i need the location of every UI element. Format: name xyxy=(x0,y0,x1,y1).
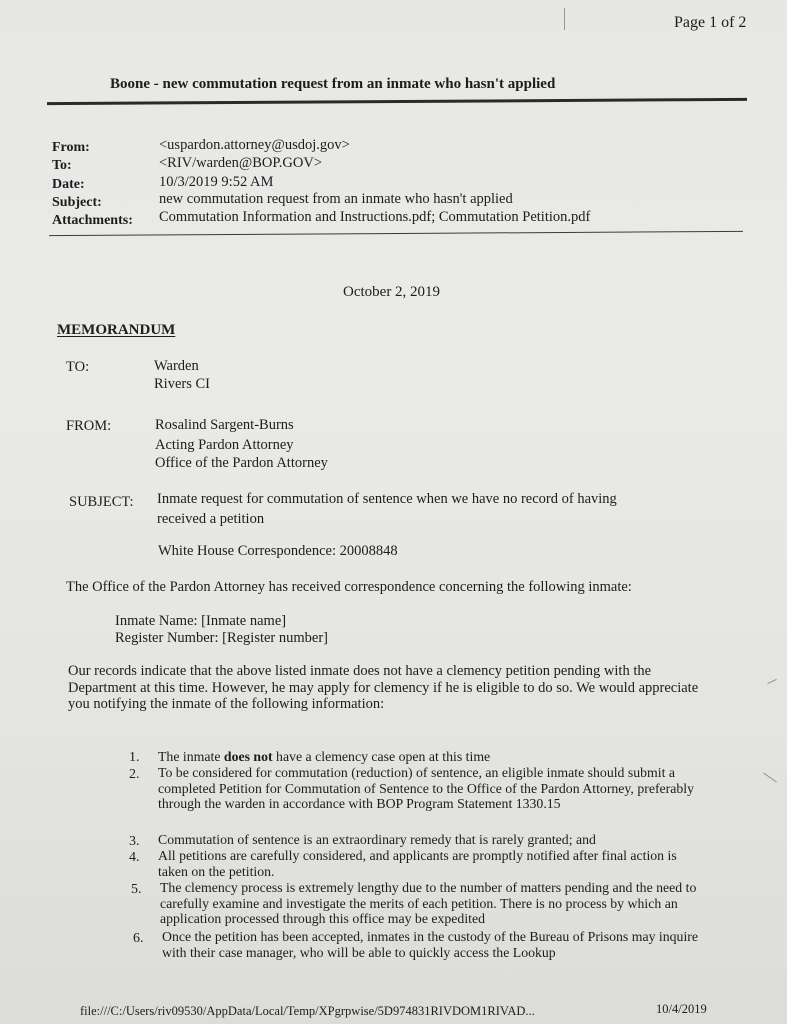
header-divider xyxy=(47,98,747,105)
page-number: Page 1 of 2 xyxy=(674,14,747,31)
memo-subject-line1: Inmate request for commutation of sentence when we have no record of having xyxy=(157,491,617,507)
footer-date: 10/4/2019 xyxy=(656,1002,707,1016)
list-item-2: To be considered for commutation (reduction) of sentence, an eligible inmate should submit a completed Petition for Commutation of Sentence to the Office of the Pardon Attorney, preferably through the warden in accordance with BOP Program Statement 1330.15 xyxy=(158,765,695,812)
date-label: Date: xyxy=(52,177,85,192)
memo-subject-line2: received a petition xyxy=(157,511,265,527)
subject-value: new commutation request from an inmate who hasn't applied xyxy=(159,191,513,207)
pen-mark xyxy=(564,8,565,30)
attachments-value: Commutation Information and Instructions.pdf; Commutation Petition.pdf xyxy=(159,209,591,225)
memo-to-label: TO: xyxy=(66,359,90,375)
from-value: <uspardon.attorney@usdoj.gov> xyxy=(159,137,350,153)
intro-paragraph: The Office of the Pardon Attorney has received correspondence concerning the following inmate: xyxy=(66,579,632,595)
date-value: 10/3/2019 9:52 AM xyxy=(159,174,274,190)
pen-mark xyxy=(763,773,777,783)
memo-to-line2: Rivers CI xyxy=(154,376,210,392)
list-item-5: The clemency process is extremely lengthy due to the number of matters pending and the need to carefully examine and investigate the merits of each petition. There is no process by which an application processed through this office may be expedited xyxy=(160,880,697,927)
list-item-6: Once the petition has been accepted, inmates in the custody of the Bureau of Prisons may inquire with their case manager, who will be able to quickly access the Lookup xyxy=(162,929,699,960)
correspondence-number: White House Correspondence: 20008848 xyxy=(158,543,398,559)
list-number-1: 1. xyxy=(129,750,140,765)
meta-divider xyxy=(49,231,743,236)
to-label: To: xyxy=(52,158,72,173)
to-value: <RIV/warden@BOP.GOV> xyxy=(159,155,323,171)
pen-mark xyxy=(767,679,776,684)
list-number-4: 4. xyxy=(129,850,140,865)
list-number-5: 5. xyxy=(131,882,142,897)
memo-from-line2: Acting Pardon Attorney xyxy=(155,437,294,453)
list-number-6: 6. xyxy=(133,931,144,946)
inmate-name: Inmate Name: [Inmate name] xyxy=(115,613,287,629)
subject-label: Subject: xyxy=(52,195,102,210)
register-number: Register Number: [Register number] xyxy=(115,630,329,646)
attachments-label: Attachments: xyxy=(52,213,133,228)
from-label: From: xyxy=(52,140,90,155)
memo-from-line1: Rosalind Sargent-Burns xyxy=(155,417,294,433)
memo-to-line1: Warden xyxy=(154,358,199,374)
list-number-3: 3. xyxy=(129,834,140,849)
list-item-1: The inmate does not have a clemency case open at this time xyxy=(158,749,491,764)
memo-date: October 2, 2019 xyxy=(343,284,441,300)
list-number-2: 2. xyxy=(129,767,140,782)
list-item-4: All petitions are carefully considered, and applicants are promptly notified after final action is taken on the petition. xyxy=(158,848,677,879)
email-title: Boone - new commutation request from an inmate who hasn't applied xyxy=(110,76,556,92)
list-item-3: Commutation of sentence is an extraordinary remedy that is rarely granted; and xyxy=(158,832,596,847)
footer-file-path: file:///C:/Users/riv09530/AppData/Local/Temp/XPgrpwise/5D974831RIVDOM1RIVAD... xyxy=(80,1004,535,1018)
memo-heading: MEMORANDUM xyxy=(57,322,176,338)
memo-subject-label: SUBJECT: xyxy=(69,494,134,510)
records-paragraph: Our records indicate that the above listed inmate does not have a clemency petition pending with the Department at this time. However, he may apply for clemency if he is eligible to do so. We would appreciate you notifying the inmate of the following information: xyxy=(68,663,699,712)
memo-from-label: FROM: xyxy=(66,418,112,434)
memo-from-line3: Office of the Pardon Attorney xyxy=(155,455,328,471)
